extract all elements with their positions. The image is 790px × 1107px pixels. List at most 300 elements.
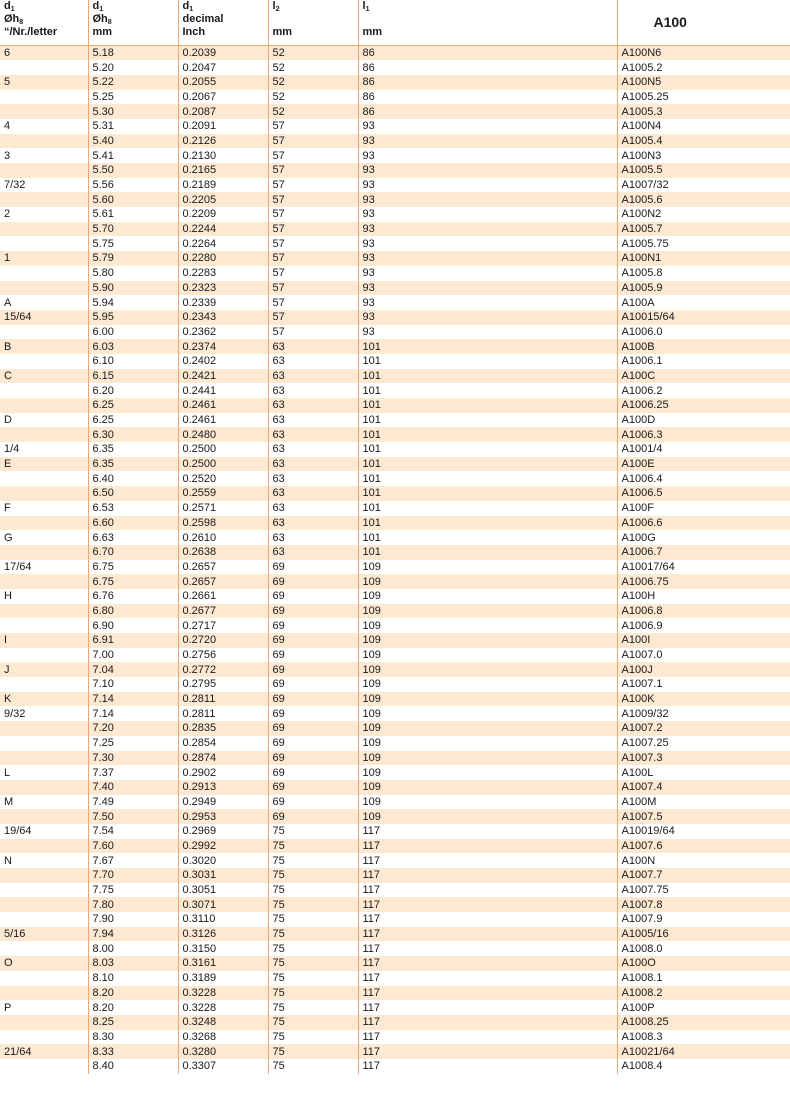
article-number-cell: A1007.2 (617, 721, 790, 736)
table-row (0, 956, 790, 971)
overall-length-cell: 93 (358, 207, 617, 222)
size-cell: O (0, 956, 88, 971)
flute-length-cell: 52 (268, 46, 358, 61)
diameter-mm-cell: 8.03 (88, 956, 178, 971)
diameter-mm-cell: 8.25 (88, 1015, 178, 1030)
overall-length-cell: 109 (358, 560, 617, 575)
table-body (0, 46, 790, 1074)
article-number-cell: A1007.3 (617, 751, 790, 766)
diameter-mm-cell: 8.20 (88, 1000, 178, 1015)
table-row (0, 134, 790, 149)
diameter-mm-cell: 5.70 (88, 222, 178, 237)
table-row (0, 427, 790, 442)
diameter-mm-cell: 7.60 (88, 839, 178, 854)
table-row (0, 589, 790, 604)
table-row (0, 765, 790, 780)
diameter-mm-cell: 6.53 (88, 501, 178, 516)
size-cell: 4 (0, 119, 88, 134)
table-row (0, 354, 790, 369)
flute-length-cell: 75 (268, 897, 358, 912)
size-cell: G (0, 530, 88, 545)
size-cell: 7/32 (0, 178, 88, 193)
header-line: $Øh_8$ (92, 13, 112, 26)
overall-length-cell: 86 (358, 90, 617, 105)
diameter-mm-cell: 6.15 (88, 369, 178, 384)
size-cell: 2 (0, 207, 88, 222)
overall-length-cell: 101 (358, 501, 617, 516)
flute-length-cell: 63 (268, 398, 358, 413)
diameter-inch-cell: 0.3280 (178, 1044, 268, 1059)
diameter-inch-cell: 0.2811 (178, 692, 268, 707)
overall-length-cell: 117 (358, 986, 617, 1001)
diameter-inch-cell: 0.2323 (178, 281, 268, 296)
header-line (363, 13, 617, 26)
flute-length-cell: 69 (268, 706, 358, 721)
table-row (0, 163, 790, 178)
flute-length-cell: 69 (268, 765, 358, 780)
diameter-mm-cell: 7.90 (88, 912, 178, 927)
diameter-inch-cell: 0.3228 (178, 986, 268, 1001)
diameter-mm-cell: 7.10 (88, 677, 178, 692)
overall-length-cell: 117 (358, 1000, 617, 1015)
overall-length-cell: 109 (358, 618, 617, 633)
diameter-inch-cell: 0.2047 (178, 60, 268, 75)
flute-length-cell: 69 (268, 721, 358, 736)
article-number-cell: A100P (617, 1000, 790, 1015)
diameter-mm-cell: 7.30 (88, 751, 178, 766)
table-row (0, 574, 790, 589)
article-number-cell: A1006.3 (617, 427, 790, 442)
flute-length-cell: 75 (268, 883, 358, 898)
diameter-mm-cell: 7.94 (88, 927, 178, 942)
size-cell (0, 721, 88, 736)
overall-length-cell: 93 (358, 163, 617, 178)
article-number-cell: A1005.8 (617, 266, 790, 281)
overall-length-cell: 117 (358, 1044, 617, 1059)
flute-length-cell: 63 (268, 383, 358, 398)
overall-length-cell: 86 (358, 46, 617, 61)
article-number-cell: A10019/64 (617, 824, 790, 839)
flute-length-cell: 63 (268, 354, 358, 369)
size-cell (0, 1030, 88, 1045)
header-line: $d_1$ (92, 0, 104, 13)
diameter-mm-cell: 5.40 (88, 134, 178, 149)
article-number-cell: A100O (617, 956, 790, 971)
size-cell (0, 104, 88, 119)
overall-length-cell: 109 (358, 633, 617, 648)
size-cell (0, 1059, 88, 1074)
diameter-mm-cell: 7.37 (88, 765, 178, 780)
flute-length-cell: 57 (268, 119, 358, 134)
size-cell (0, 986, 88, 1001)
table-row (0, 207, 790, 222)
article-number-cell: A100D (617, 413, 790, 428)
size-cell (0, 618, 88, 633)
table-row (0, 795, 790, 810)
table-row (0, 178, 790, 193)
diameter-mm-cell: 6.35 (88, 442, 178, 457)
flute-length-cell: 57 (268, 266, 358, 281)
table-row (0, 780, 790, 795)
table-row (0, 530, 790, 545)
diameter-mm-cell: 5.94 (88, 295, 178, 310)
article-number-cell: A1005.9 (617, 281, 790, 296)
table-row (0, 927, 790, 942)
table-row (0, 236, 790, 251)
flute-length-cell: 69 (268, 736, 358, 751)
overall-length-cell: 117 (358, 1059, 617, 1074)
diameter-inch-cell: 0.2130 (178, 148, 268, 163)
diameter-inch-cell: 0.2661 (178, 589, 268, 604)
size-cell (0, 941, 88, 956)
size-cell (0, 90, 88, 105)
overall-length-cell: 93 (358, 295, 617, 310)
size-cell: 21/64 (0, 1044, 88, 1059)
diameter-inch-cell: 0.2067 (178, 90, 268, 105)
size-cell (0, 398, 88, 413)
diameter-inch-cell: 0.2500 (178, 442, 268, 457)
overall-length-cell: 109 (358, 736, 617, 751)
size-cell (0, 486, 88, 501)
diameter-inch-cell: 0.3020 (178, 853, 268, 868)
diameter-mm-cell: 5.60 (88, 192, 178, 207)
article-number-cell: A1008.25 (617, 1015, 790, 1030)
overall-length-cell: 109 (358, 574, 617, 589)
diameter-mm-cell: 5.22 (88, 75, 178, 90)
size-cell: L (0, 765, 88, 780)
flute-length-cell: 52 (268, 104, 358, 119)
diameter-mm-cell: 7.75 (88, 883, 178, 898)
overall-length-cell: 101 (358, 442, 617, 457)
overall-length-cell: 101 (358, 530, 617, 545)
diameter-mm-cell: 6.10 (88, 354, 178, 369)
diameter-mm-cell: 6.35 (88, 457, 178, 472)
header-line: $d_1$ (4, 0, 15, 13)
flute-length-cell: 57 (268, 325, 358, 340)
diameter-inch-cell: 0.2677 (178, 604, 268, 619)
flute-length-cell: 57 (268, 236, 358, 251)
diameter-inch-cell: 0.2039 (178, 46, 268, 61)
overall-length-cell: 93 (358, 325, 617, 340)
diameter-inch-cell: 0.2953 (178, 809, 268, 824)
diameter-inch-cell: 0.2205 (178, 192, 268, 207)
flute-length-cell: 69 (268, 560, 358, 575)
flute-length-cell: 75 (268, 824, 358, 839)
diameter-mm-cell: 7.20 (88, 721, 178, 736)
size-cell: 19/64 (0, 824, 88, 839)
flute-length-cell: 69 (268, 809, 358, 824)
table-row (0, 90, 790, 105)
article-number-cell: A1005/16 (617, 927, 790, 942)
size-cell: 5/16 (0, 927, 88, 942)
diameter-mm-cell: 5.61 (88, 207, 178, 222)
flute-length-cell: 57 (268, 310, 358, 325)
flute-length-cell: 69 (268, 692, 358, 707)
diameter-mm-cell: 6.90 (88, 618, 178, 633)
overall-length-cell: 109 (358, 706, 617, 721)
header-article-series: A100 (617, 0, 790, 46)
diameter-inch-cell: 0.2949 (178, 795, 268, 810)
article-number-cell: A1005.25 (617, 90, 790, 105)
flute-length-cell: 69 (268, 648, 358, 663)
flute-length-cell: 63 (268, 369, 358, 384)
overall-length-cell: 93 (358, 178, 617, 193)
size-cell (0, 1015, 88, 1030)
header-line: decimal (182, 13, 224, 25)
table-row (0, 46, 790, 61)
diameter-inch-cell: 0.3071 (178, 897, 268, 912)
flute-length-cell: 75 (268, 1015, 358, 1030)
table-row (0, 413, 790, 428)
overall-length-cell: 101 (358, 486, 617, 501)
article-number-cell: A1007.4 (617, 780, 790, 795)
overall-length-cell: 117 (358, 897, 617, 912)
article-number-cell: A100F (617, 501, 790, 516)
overall-length-cell: 109 (358, 692, 617, 707)
diameter-mm-cell: 5.41 (88, 148, 178, 163)
article-number-cell: A100N5 (617, 75, 790, 90)
diameter-mm-cell: 5.75 (88, 236, 178, 251)
flute-length-cell: 52 (268, 75, 358, 90)
overall-length-cell: 117 (358, 839, 617, 854)
flute-length-cell: 75 (268, 941, 358, 956)
diameter-inch-cell: 0.2854 (178, 736, 268, 751)
table-row (0, 883, 790, 898)
table-header-row (0, 0, 790, 46)
table-row (0, 677, 790, 692)
overall-length-cell: 109 (358, 648, 617, 663)
table-row (0, 1059, 790, 1074)
diameter-inch-cell: 0.2598 (178, 516, 268, 531)
diameter-inch-cell: 0.2165 (178, 163, 268, 178)
diameter-mm-cell: 8.40 (88, 1059, 178, 1074)
size-cell (0, 222, 88, 237)
size-cell: N (0, 853, 88, 868)
overall-length-cell: 93 (358, 251, 617, 266)
table-row (0, 104, 790, 119)
size-cell (0, 192, 88, 207)
article-number-cell: A1007.0 (617, 648, 790, 663)
size-cell: E (0, 457, 88, 472)
overall-length-cell: 101 (358, 427, 617, 442)
diameter-mm-cell: 6.80 (88, 604, 178, 619)
article-number-cell: A100K (617, 692, 790, 707)
overall-length-cell: 109 (358, 751, 617, 766)
overall-length-cell: 117 (358, 853, 617, 868)
size-cell: 15/64 (0, 310, 88, 325)
overall-length-cell: 101 (358, 398, 617, 413)
overall-length-cell: 101 (358, 413, 617, 428)
overall-length-cell: 117 (358, 912, 617, 927)
diameter-inch-cell: 0.2055 (178, 75, 268, 90)
diameter-inch-cell: 0.2244 (178, 222, 268, 237)
diameter-inch-cell: 0.2571 (178, 501, 268, 516)
size-cell (0, 325, 88, 340)
header-line (273, 13, 358, 26)
article-number-cell: A1006.0 (617, 325, 790, 340)
table-row (0, 501, 790, 516)
diameter-mm-cell: 6.76 (88, 589, 178, 604)
overall-length-cell: 93 (358, 134, 617, 149)
overall-length-cell: 101 (358, 471, 617, 486)
flute-length-cell: 75 (268, 1000, 358, 1015)
size-cell: I (0, 633, 88, 648)
overall-length-cell: 109 (358, 809, 617, 824)
article-number-cell: A1005.5 (617, 163, 790, 178)
diameter-inch-cell: 0.3228 (178, 1000, 268, 1015)
article-number-cell: A100N4 (617, 119, 790, 134)
diameter-mm-cell: 6.30 (88, 427, 178, 442)
flute-length-cell: 69 (268, 633, 358, 648)
diameter-mm-cell: 7.67 (88, 853, 178, 868)
article-number-cell: A10021/64 (617, 1044, 790, 1059)
diameter-inch-cell: 0.3268 (178, 1030, 268, 1045)
header-line: $d_1$ (182, 0, 194, 13)
overall-length-cell: 86 (358, 60, 617, 75)
overall-length-cell: 93 (358, 266, 617, 281)
size-cell (0, 163, 88, 178)
diameter-inch-cell: 0.3126 (178, 927, 268, 942)
diameter-inch-cell: 0.3161 (178, 956, 268, 971)
article-number-cell: A100A (617, 295, 790, 310)
table-row (0, 897, 790, 912)
flute-length-cell: 69 (268, 604, 358, 619)
size-cell (0, 868, 88, 883)
flute-length-cell: 63 (268, 501, 358, 516)
overall-length-cell: 117 (358, 971, 617, 986)
overall-length-cell: 117 (358, 868, 617, 883)
flute-length-cell: 75 (268, 1044, 358, 1059)
article-number-cell: A1007.25 (617, 736, 790, 751)
header-line: $Øh_8$ (4, 13, 24, 26)
table-row (0, 383, 790, 398)
diameter-inch-cell: 0.2992 (178, 839, 268, 854)
flute-length-cell: 69 (268, 751, 358, 766)
table-row (0, 1015, 790, 1030)
diameter-mm-cell: 7.50 (88, 809, 178, 824)
flute-length-cell: 57 (268, 207, 358, 222)
flute-length-cell: 63 (268, 457, 358, 472)
article-number-cell: A1006.6 (617, 516, 790, 531)
diameter-mm-cell: 6.25 (88, 413, 178, 428)
size-cell: F (0, 501, 88, 516)
table-row (0, 868, 790, 883)
flute-length-cell: 63 (268, 471, 358, 486)
diameter-mm-cell: 5.80 (88, 266, 178, 281)
article-number-cell: A100I (617, 633, 790, 648)
flute-length-cell: 69 (268, 780, 358, 795)
size-cell (0, 545, 88, 560)
table-row (0, 648, 790, 663)
flute-length-cell: 75 (268, 986, 358, 1001)
article-number-cell: A100M (617, 795, 790, 810)
overall-length-cell: 109 (358, 780, 617, 795)
diameter-mm-cell: 6.20 (88, 383, 178, 398)
diameter-inch-cell: 0.2343 (178, 310, 268, 325)
size-cell: 17/64 (0, 560, 88, 575)
diameter-mm-cell: 6.50 (88, 486, 178, 501)
overall-length-cell: 117 (358, 927, 617, 942)
article-number-cell: A100H (617, 589, 790, 604)
header-diameter-inch (178, 0, 268, 46)
diameter-mm-cell: 6.00 (88, 325, 178, 340)
overall-length-cell: 109 (358, 721, 617, 736)
table-row (0, 560, 790, 575)
diameter-inch-cell: 0.2283 (178, 266, 268, 281)
diameter-inch-cell: 0.2610 (178, 530, 268, 545)
header-line: Inch (182, 26, 206, 38)
flute-length-cell: 57 (268, 134, 358, 149)
article-number-cell: A10017/64 (617, 560, 790, 575)
flute-length-cell: 69 (268, 795, 358, 810)
diameter-inch-cell: 0.2091 (178, 119, 268, 134)
table-row (0, 941, 790, 956)
overall-length-cell: 101 (358, 383, 617, 398)
diameter-inch-cell: 0.2280 (178, 251, 268, 266)
diameter-mm-cell: 6.40 (88, 471, 178, 486)
diameter-inch-cell: 0.3110 (178, 912, 268, 927)
table-row (0, 75, 790, 90)
header-line: $l_1$ (362, 0, 370, 13)
table-row (0, 545, 790, 560)
article-number-cell: A1005.4 (617, 134, 790, 149)
article-number-cell: A1005.75 (617, 236, 790, 251)
size-cell: C (0, 369, 88, 384)
table-row (0, 281, 790, 296)
table-row (0, 339, 790, 354)
flute-length-cell: 63 (268, 545, 358, 560)
size-cell (0, 736, 88, 751)
diameter-inch-cell: 0.2657 (178, 560, 268, 575)
diameter-inch-cell: 0.2835 (178, 721, 268, 736)
diameter-mm-cell: 8.30 (88, 1030, 178, 1045)
diameter-mm-cell: 7.14 (88, 692, 178, 707)
header-diameter-mm (88, 0, 178, 46)
article-number-cell: A1007.9 (617, 912, 790, 927)
table-row (0, 971, 790, 986)
flute-length-cell: 63 (268, 516, 358, 531)
size-cell: J (0, 662, 88, 677)
diameter-mm-cell: 5.90 (88, 281, 178, 296)
flute-length-cell: 75 (268, 927, 358, 942)
article-number-cell: A1006.5 (617, 486, 790, 501)
flute-length-cell: 63 (268, 427, 358, 442)
article-number-cell: A1007.5 (617, 809, 790, 824)
diameter-mm-cell: 6.63 (88, 530, 178, 545)
header-line: mm (272, 26, 293, 38)
table-row (0, 986, 790, 1001)
article-number-cell: A1005.6 (617, 192, 790, 207)
article-number-cell: A100N1 (617, 251, 790, 266)
article-number-cell: A100N2 (617, 207, 790, 222)
table-row (0, 486, 790, 501)
size-cell: 3 (0, 148, 88, 163)
article-number-cell: A1007.7 (617, 868, 790, 883)
table-row (0, 809, 790, 824)
article-number-cell: A1006.75 (617, 574, 790, 589)
table-row (0, 266, 790, 281)
diameter-mm-cell: 5.50 (88, 163, 178, 178)
size-cell: M (0, 795, 88, 810)
header-line: “/Nr./letter (4, 26, 58, 38)
article-number-cell: A1005.3 (617, 104, 790, 119)
flute-length-cell: 69 (268, 677, 358, 692)
diameter-inch-cell: 0.2756 (178, 648, 268, 663)
table-row (0, 618, 790, 633)
flute-length-cell: 63 (268, 486, 358, 501)
diameter-mm-cell: 7.25 (88, 736, 178, 751)
diameter-inch-cell: 0.2500 (178, 457, 268, 472)
